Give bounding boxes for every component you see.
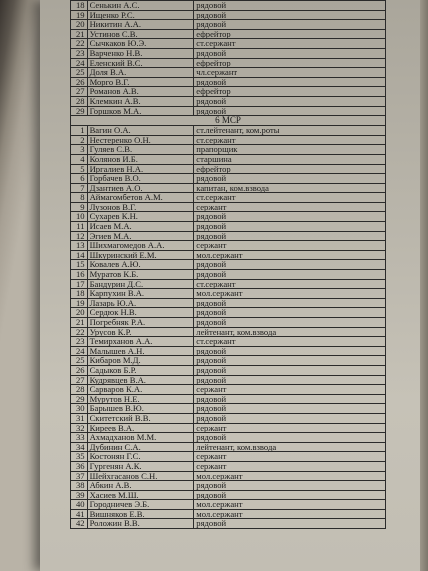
row-number: 20 (71, 308, 88, 318)
table-row (71, 145, 386, 155)
row-rank: ефрейтор (194, 164, 386, 174)
row-rank: капитан, ком.взвода (194, 183, 386, 193)
row-name: Малышев А.Н. (87, 346, 194, 356)
row-rank: рядовой (194, 77, 386, 87)
row-rank: ефрейтор (194, 29, 386, 39)
row-name: Урусов К.Р. (87, 327, 194, 337)
table-row (71, 500, 386, 510)
row-rank: сержант (194, 423, 386, 433)
table-row (71, 96, 386, 106)
row-rank: рядовой (194, 356, 386, 366)
row-rank: рядовой (194, 174, 386, 184)
row-number: 14 (71, 250, 88, 260)
table-row (71, 298, 386, 308)
row-number: 35 (71, 452, 88, 462)
row-number: 42 (71, 519, 88, 529)
table-row (71, 356, 386, 366)
row-number: 32 (71, 423, 88, 433)
row-rank: мол.сержант (194, 289, 386, 299)
row-name: Вагин О.А. (87, 126, 194, 136)
row-name: Бандурин Д.С. (87, 279, 194, 289)
row-rank: старшина (194, 154, 386, 164)
table-row (71, 289, 386, 299)
table-row (71, 20, 386, 30)
row-rank: мол.сержант (194, 250, 386, 260)
row-name: Колянов И.Б. (87, 154, 194, 164)
table-row (71, 126, 386, 136)
table-row (71, 375, 386, 385)
row-rank: рядовой (194, 96, 386, 106)
row-number: 5 (71, 164, 88, 174)
row-number: 19 (71, 10, 88, 20)
row-rank: рядовой (194, 346, 386, 356)
row-rank: рядовой (194, 365, 386, 375)
row-number: 2 (71, 135, 88, 145)
row-rank: рядовой (194, 519, 386, 529)
row-name: Садыков Б.Р. (87, 365, 194, 375)
row-number: 34 (71, 442, 88, 452)
row-number: 33 (71, 433, 88, 443)
table-row (71, 222, 386, 232)
table-row (71, 58, 386, 68)
row-rank: рядовой (194, 308, 386, 318)
table-row (71, 413, 386, 423)
row-rank: лейтенант, ком.взвода (194, 327, 386, 337)
row-name: Горшков М.А. (87, 106, 194, 116)
table-row (71, 394, 386, 404)
table-row (71, 519, 386, 529)
row-number: 37 (71, 471, 88, 481)
row-rank: рядовой (194, 490, 386, 500)
row-rank: рядовой (194, 413, 386, 423)
table-row (71, 404, 386, 414)
row-rank: рядовой (194, 212, 386, 222)
table-row (71, 471, 386, 481)
row-rank: рядовой (194, 1, 386, 11)
row-number: 27 (71, 87, 88, 97)
row-name: Сарваров К.А. (87, 385, 194, 395)
row-number: 16 (71, 270, 88, 280)
row-rank: ст.сержант (194, 337, 386, 347)
row-number: 11 (71, 222, 88, 232)
table-row (71, 250, 386, 260)
table-row (71, 164, 386, 174)
row-number: 7 (71, 183, 88, 193)
table-row (71, 231, 386, 241)
table-row (71, 10, 386, 20)
table-row (71, 318, 386, 328)
row-name: Гургенян А.К. (87, 461, 194, 471)
table-row (71, 433, 386, 443)
row-name: Горбачев В.О. (87, 174, 194, 184)
row-rank: мол.сержант (194, 471, 386, 481)
row-name: Сухарев К.Н. (87, 212, 194, 222)
row-rank: сержант (194, 461, 386, 471)
row-rank: мол.сержант (194, 500, 386, 510)
row-number: 6 (71, 174, 88, 184)
row-number: 25 (71, 356, 88, 366)
row-rank: рядовой (194, 298, 386, 308)
table-row (71, 135, 386, 145)
row-name: Хасиев М.Ш. (87, 490, 194, 500)
row-number: 31 (71, 413, 88, 423)
row-number: 38 (71, 481, 88, 491)
table-row (71, 279, 386, 289)
row-name: Шкуринский Е.М. (87, 250, 194, 260)
table-row (71, 183, 386, 193)
row-number: 13 (71, 241, 88, 251)
row-name: Гуляев С.В. (87, 145, 194, 155)
table-row (71, 308, 386, 318)
table-row (71, 452, 386, 462)
row-rank: сержант (194, 452, 386, 462)
row-rank: лейтенант, ком.взвода (194, 442, 386, 452)
row-number: 41 (71, 509, 88, 519)
roster-body (71, 1, 386, 529)
row-name: Никитин А.А. (87, 20, 194, 30)
table-row (71, 481, 386, 491)
row-rank: ст.сержант (194, 279, 386, 289)
row-number: 15 (71, 260, 88, 270)
row-name: Темирханов А.А. (87, 337, 194, 347)
paper-sheet (40, 0, 420, 571)
table-row (71, 346, 386, 356)
row-name: Ахмадханов М.М. (87, 433, 194, 443)
row-number: 4 (71, 154, 88, 164)
row-rank: рядовой (194, 10, 386, 20)
row-number: 40 (71, 500, 88, 510)
row-name: Дубинин С.А. (87, 442, 194, 452)
row-name: Варченко Н.В. (87, 48, 194, 58)
section-title: 6 МСР (71, 116, 386, 126)
row-number: 26 (71, 365, 88, 375)
row-name: Городничев Э.Б. (87, 500, 194, 510)
row-name: Вишняков Е.В. (87, 509, 194, 519)
row-name: Мурутов Н.Е. (87, 394, 194, 404)
table-row (71, 174, 386, 184)
row-number: 8 (71, 193, 88, 203)
row-number: 22 (71, 39, 88, 49)
row-rank: сержант (194, 241, 386, 251)
row-name: Романов А.В. (87, 87, 194, 97)
row-name: Барышев В.Ю. (87, 404, 194, 414)
row-number: 36 (71, 461, 88, 471)
row-number: 19 (71, 298, 88, 308)
row-number: 10 (71, 212, 88, 222)
table-row (71, 241, 386, 251)
row-number: 39 (71, 490, 88, 500)
table-row (71, 212, 386, 222)
table-row (71, 327, 386, 337)
row-number: 18 (71, 289, 88, 299)
row-number: 25 (71, 68, 88, 78)
row-number: 29 (71, 106, 88, 116)
row-number: 26 (71, 77, 88, 87)
row-rank: рядовой (194, 48, 386, 58)
row-name: Клемкин А.В. (87, 96, 194, 106)
row-rank: рядовой (194, 404, 386, 414)
row-name: Карпухин В.А. (87, 289, 194, 299)
row-rank: рядовой (194, 375, 386, 385)
row-name: Иргалиев Н.А. (87, 164, 194, 174)
row-rank: рядовой (194, 260, 386, 270)
row-name: Кибаров М.Д. (87, 356, 194, 366)
row-rank: прапорщик (194, 145, 386, 155)
row-rank: мол.сержант (194, 509, 386, 519)
row-name: Доля В.А. (87, 68, 194, 78)
row-rank: ст.сержант (194, 135, 386, 145)
row-rank: ефрейтор (194, 87, 386, 97)
paper-edge (420, 0, 428, 571)
table-row (71, 202, 386, 212)
row-name: Эгиев М.А. (87, 231, 194, 241)
row-number: 23 (71, 48, 88, 58)
row-number: 28 (71, 96, 88, 106)
table-row (71, 193, 386, 203)
row-name: Шихмагомедов А.А. (87, 241, 194, 251)
row-number: 28 (71, 385, 88, 395)
row-rank: ефрейтор (194, 58, 386, 68)
row-number: 21 (71, 29, 88, 39)
row-number: 29 (71, 394, 88, 404)
row-number: 18 (71, 1, 88, 11)
row-name: Сычкаков Ю.Э. (87, 39, 194, 49)
row-number: 3 (71, 145, 88, 155)
table-row (71, 423, 386, 433)
table-row (71, 442, 386, 452)
table-row (71, 337, 386, 347)
row-name: Погребняк Р.А. (87, 318, 194, 328)
row-rank: ст.лейтенант, ком.роты (194, 126, 386, 136)
row-number: 27 (71, 375, 88, 385)
row-rank: рядовой (194, 270, 386, 280)
row-name: Кудрявцев В.А. (87, 375, 194, 385)
row-rank: рядовой (194, 433, 386, 443)
table-row (71, 106, 386, 116)
table-row (71, 48, 386, 58)
table-row (71, 490, 386, 500)
row-name: Киреев В.А. (87, 423, 194, 433)
row-number: 9 (71, 202, 88, 212)
row-name: Абкин А.В. (87, 481, 194, 491)
table-row (71, 1, 386, 11)
table-row (71, 39, 386, 49)
table-row (71, 77, 386, 87)
section-header-row (71, 116, 386, 126)
table-row (71, 385, 386, 395)
row-rank: рядовой (194, 106, 386, 116)
table-row (71, 154, 386, 164)
table-row (71, 365, 386, 375)
row-name: Ковалев А.Ю. (87, 260, 194, 270)
row-name: Шейхгасанов С.Н. (87, 471, 194, 481)
row-name: Роложин В.В. (87, 519, 194, 529)
table-row (71, 87, 386, 97)
row-name: Нестеренко О.Н. (87, 135, 194, 145)
row-rank: рядовой (194, 481, 386, 491)
row-rank: сержант (194, 385, 386, 395)
table-row (71, 68, 386, 78)
row-rank: рядовой (194, 394, 386, 404)
row-name: Сенькин А.С. (87, 1, 194, 11)
row-name: Устинов С.В. (87, 29, 194, 39)
row-number: 23 (71, 337, 88, 347)
row-rank: рядовой (194, 20, 386, 30)
row-number: 24 (71, 346, 88, 356)
row-name: Аймагомбетов А.М. (87, 193, 194, 203)
table-row (71, 260, 386, 270)
row-rank: сержант (194, 202, 386, 212)
row-number: 1 (71, 126, 88, 136)
row-number: 12 (71, 231, 88, 241)
table-row (71, 29, 386, 39)
row-rank: ст.сержант (194, 193, 386, 203)
row-number: 30 (71, 404, 88, 414)
row-rank: рядовой (194, 318, 386, 328)
table-row (71, 270, 386, 280)
row-name: Еленский В.С. (87, 58, 194, 68)
row-rank: ст.сержант (194, 39, 386, 49)
row-name: Лузонов В.Г. (87, 202, 194, 212)
row-name: Лазарь Ю.А. (87, 298, 194, 308)
row-name: Сердюк Н.В. (87, 308, 194, 318)
row-number: 22 (71, 327, 88, 337)
row-name: Ищенко Р.С. (87, 10, 194, 20)
row-rank: рядовой (194, 231, 386, 241)
roster-table (70, 0, 386, 529)
row-name: Дзантиев А.О. (87, 183, 194, 193)
row-rank: рядовой (194, 222, 386, 232)
table-row (71, 509, 386, 519)
row-number: 21 (71, 318, 88, 328)
row-number: 17 (71, 279, 88, 289)
row-name: Скитетский В.В. (87, 413, 194, 423)
row-number: 24 (71, 58, 88, 68)
row-name: Костонян Г.С. (87, 452, 194, 462)
row-name: Муратов К.Б. (87, 270, 194, 280)
row-name: Морго В.Г. (87, 77, 194, 87)
row-number: 20 (71, 20, 88, 30)
table-row (71, 461, 386, 471)
row-name: Исаев М.А. (87, 222, 194, 232)
row-rank: чл.сержант (194, 68, 386, 78)
